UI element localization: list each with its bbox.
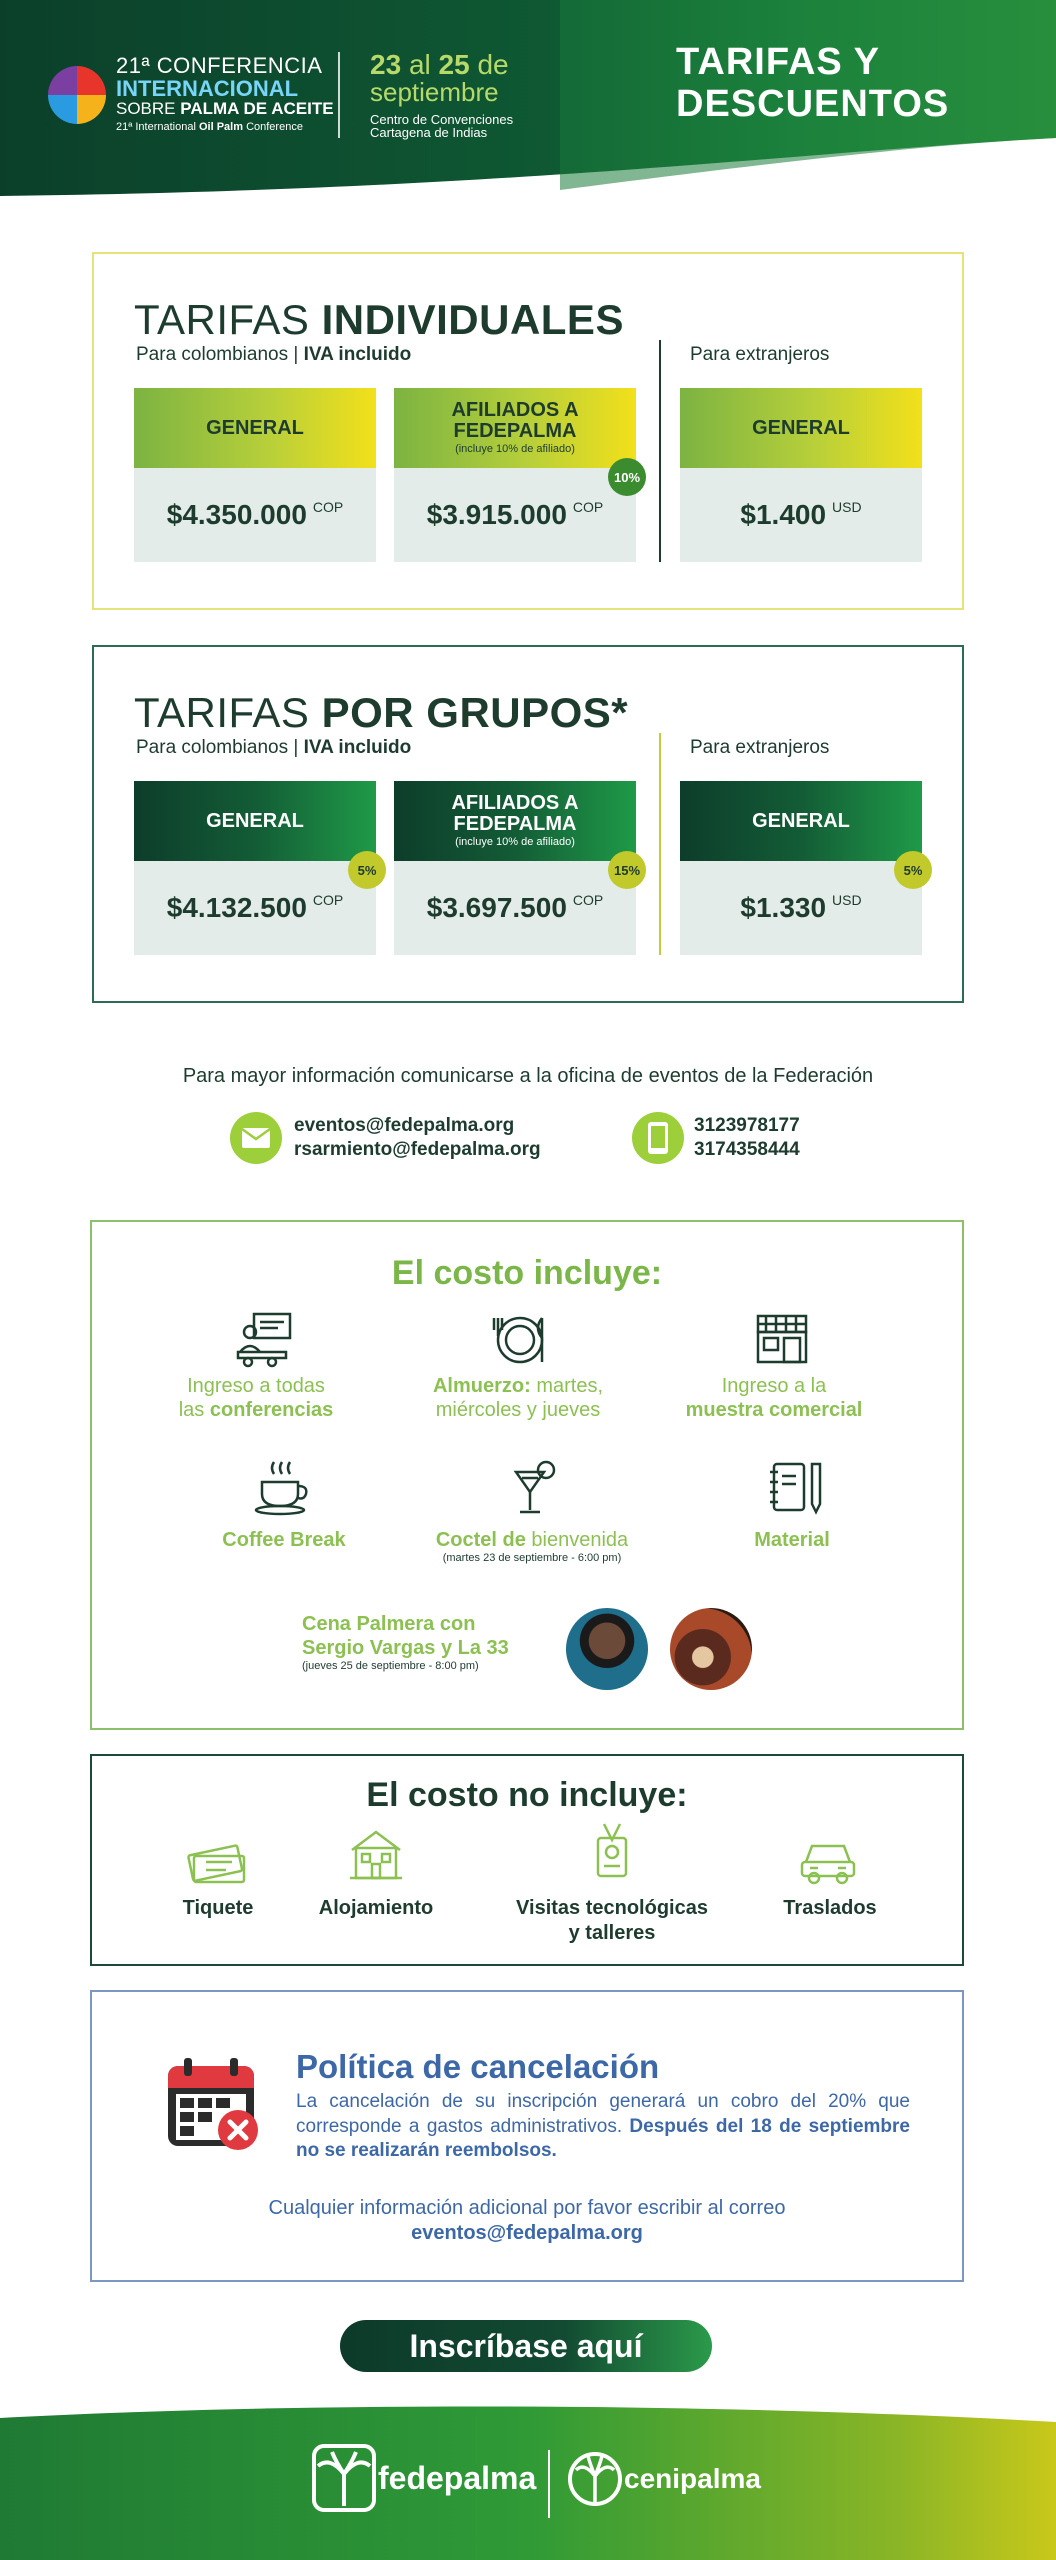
include-material: Material — [754, 1529, 830, 1551]
coffee-icon — [252, 1458, 312, 1518]
card-heading: GENERAL — [134, 781, 376, 861]
card-price: $4.132.500 $^{COP}$ — [166, 892, 344, 923]
individual-tariffs-section — [92, 252, 964, 610]
envelope-icon — [230, 1112, 282, 1164]
section-subtitle: Para colombianos | IVA incluido — [136, 737, 412, 758]
cocktail-icon — [504, 1458, 564, 1518]
store-icon — [752, 1310, 812, 1370]
header — [0, 0, 1056, 200]
card-heading: GENERAL — [134, 388, 376, 468]
conference-icon — [234, 1310, 294, 1370]
phone-icon — [632, 1112, 684, 1164]
register-button[interactable]: Inscríbase aquí — [340, 2320, 712, 2372]
event-dates: 23 al 25 de septiembre Centro de Convenciones Cartagena de Indias — [370, 49, 514, 141]
contact-phones — [694, 1114, 800, 1162]
email-link[interactable]: eventos@fedepalma.org — [294, 1115, 515, 1136]
price-card-general — [134, 781, 376, 955]
include-lunch: Almuerzo: martes, miércoles y jueves — [432, 1375, 604, 1421]
car-icon — [798, 1832, 858, 1888]
price-card-affiliates — [394, 388, 636, 562]
cancellation-text: La cancelación de su inscripción generará un cobro del 20% que corresponde a gastos administrativos. Después del 18 de septiembre no se realizarán reembolsos. — [296, 2091, 910, 2162]
band-photo — [670, 1608, 752, 1690]
page-title: TARIFAS Y DESCUENTOS — [676, 41, 950, 125]
discount-badge: 5% — [348, 851, 386, 889]
card-price: $1.330 $^{USD}$ — [740, 892, 862, 923]
column-divider — [659, 340, 661, 562]
card-price: $1.400 $^{USD}$ — [740, 499, 862, 530]
badge-icon — [582, 1822, 642, 1878]
includes-section — [90, 1220, 964, 1730]
hotel-icon — [346, 1826, 406, 1882]
card-heading: GENERAL — [680, 388, 922, 468]
card-price: $3.697.500 $^{COP}$ — [426, 892, 604, 923]
card-heading: AFILIADOS A FEDEPALMA (incluye 10% de afiliado) — [394, 781, 636, 861]
price-card-foreign-general — [680, 781, 922, 955]
cancellation-title: Política de cancelación — [296, 2048, 660, 2085]
price-card-affiliates — [394, 781, 636, 955]
excludes-section — [90, 1754, 964, 1966]
include-conferences: Ingreso a todas las conferencias — [178, 1375, 334, 1421]
ticket-icon — [186, 1832, 246, 1888]
card-heading: AFILIADOS A FEDEPALMA (incluye 10% de afiliado) — [394, 388, 636, 468]
email-link[interactable]: rsarmiento@fedepalma.org — [294, 1138, 541, 1160]
exclude-transfers: Traslados — [783, 1897, 877, 1919]
discount-badge: 15% — [608, 851, 646, 889]
section-subtitle: Para colombianos | IVA incluido — [136, 344, 412, 365]
foreign-label: Para extranjeros — [690, 344, 830, 365]
include-coffee-break: Coffee Break — [222, 1529, 346, 1551]
price-card-general — [134, 388, 376, 562]
palm-icon — [312, 2444, 376, 2512]
includes-title: El costo incluye: — [391, 1254, 663, 1292]
contact-emails — [294, 1114, 541, 1162]
discount-badge: 10% — [608, 458, 646, 496]
palm-icon — [568, 2450, 622, 2508]
excludes-title: El costo no incluye: — [366, 1776, 688, 1814]
phone-link[interactable]: 3174358444 — [694, 1138, 800, 1160]
lunch-icon — [490, 1310, 550, 1370]
section-title: TARIFAS INDIVIDUALES — [134, 296, 624, 343]
column-divider — [659, 733, 661, 955]
email-link[interactable]: eventos@fedepalma.org — [411, 2222, 643, 2244]
phone-link[interactable]: 3123978177 — [694, 1115, 800, 1136]
include-exhibition: Ingreso a la muestra comercial — [685, 1375, 863, 1421]
card-price: $4.350.000 $^{COP}$ — [166, 499, 344, 530]
fedepalma-logo: fedepalma — [312, 2444, 536, 2512]
cancellation-contact: Cualquier información adicional por favor escribir al correo eventos@fedepalma.org — [92, 2196, 962, 2246]
notebook-icon — [764, 1458, 824, 1518]
group-tariffs-section — [92, 645, 964, 1003]
include-dinner: Cena Palmera con Sergio Vargas y La 33 (jueves 25 de septiembre - 8:00 pm) — [302, 1613, 509, 1672]
card-price: $3.915.000 $^{COP}$ — [426, 499, 604, 530]
footer — [0, 2400, 1056, 2560]
conference-name: 21ª CONFERENCIA INTERNACIONAL SOBRE PALMA DE ACEITE 21ª International Oil Palm Conference — [116, 53, 334, 134]
artist-photo — [566, 1608, 648, 1690]
footer-divider — [548, 2450, 550, 2518]
exclude-lodging: Alojamiento — [318, 1897, 434, 1919]
exclude-visits: Visitas tecnológicas y talleres — [516, 1897, 708, 1944]
contact-intro: Para mayor información comunicarse a la oficina de eventos de la Federación — [182, 1065, 874, 1087]
header-divider — [338, 52, 340, 138]
discount-badge: 5% — [894, 851, 932, 889]
foreign-label: Para extranjeros — [690, 737, 830, 758]
cenipalma-logo: cenipalma — [568, 2450, 761, 2508]
card-heading: GENERAL — [680, 781, 922, 861]
calendar-cancel-icon — [164, 2054, 264, 2154]
exclude-ticket: Tiquete — [182, 1897, 254, 1919]
price-card-foreign-general — [680, 388, 922, 562]
conference-logo-icon — [48, 66, 106, 124]
section-title: TARIFAS POR GRUPOS* — [134, 689, 629, 736]
include-cocktail: Coctel de bienvenida (martes 23 de septiembre - 6:00 pm) — [435, 1529, 629, 1564]
cancellation-section — [90, 1990, 964, 2282]
